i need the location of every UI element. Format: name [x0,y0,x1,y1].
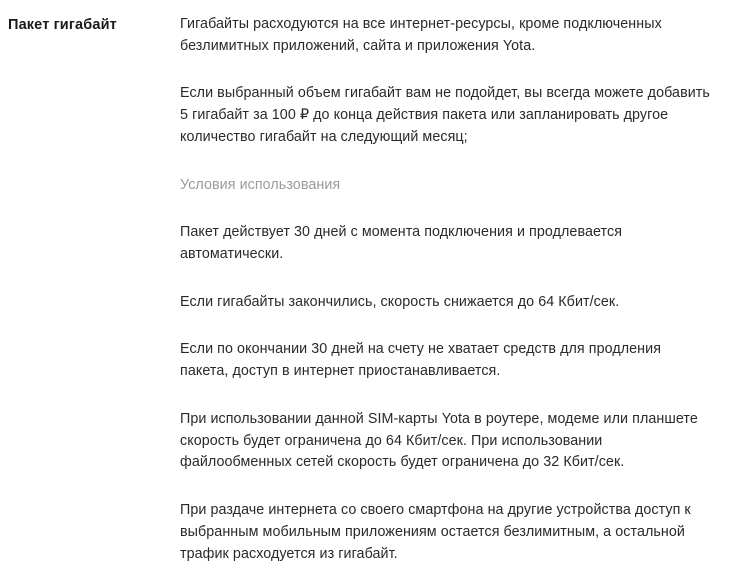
description-paragraph: При раздаче интернета со своего смартфона на другие устройства доступ к выбранным мобильным приложениям остается безлимитным, а остальной трафик расходуется из гигабайт. [180,502,691,562]
usage-conditions-subheading: Условия использования [180,176,341,193]
description-paragraph: Если выбранный объем гигабайт вам не подойдет, вы всегда можете добавить 5 гигабайт за 100 ₽ до конца действия пакета или запланировать другое количество гигабайт на следующий месяц; [180,85,710,145]
description-paragraph: Пакет действует 30 дней с момента подключения и продлевается автоматически. [180,224,623,263]
description-paragraph: При использовании данной SIM-карты Yota в роутере, модеме или планшете скорость будет ограничена до 64 Кбит/сек. При использовании файлообменных сетей скорость будет ограничена до 32 Кбит/сек. [180,410,698,471]
term-column [8,14,180,36]
description-column [180,14,710,565]
definition-row [8,14,724,565]
description-paragraph: Гигабайты расходуются на все интернет-ресурсы, кроме подключенных безлимитных приложений, сайта и приложения Yota. [180,16,662,54]
term-label: Пакет гигабайт [8,17,117,33]
description-paragraph: Если по окончании 30 дней на счету не хватает средств для продления пакета, доступ в интернет приостанавливается. [180,341,662,380]
description-paragraph: Если гигабайты закончились, скорость снижается до 64 Кбит/сек. [180,293,620,310]
